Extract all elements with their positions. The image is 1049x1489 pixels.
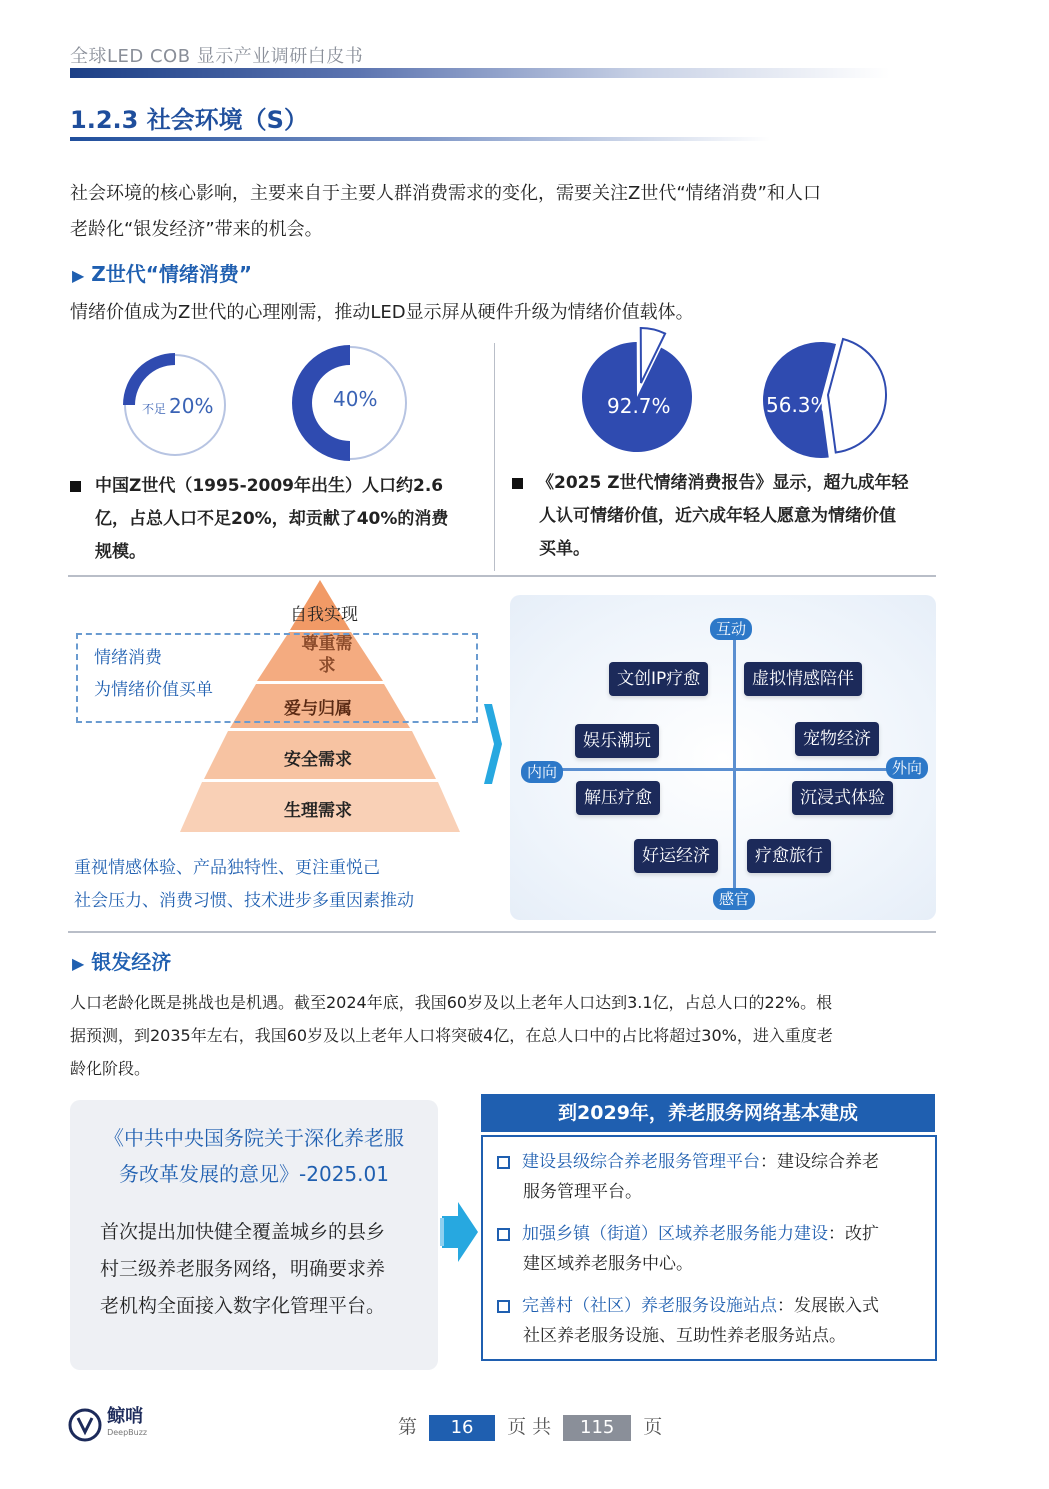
goal-item-3-keyword: 完善村（社区）养老服务设施站点 xyxy=(522,1296,777,1316)
square-bullet-icon xyxy=(512,478,523,489)
callout-line-2: 为情绪价值买单 xyxy=(94,680,213,700)
quadrant-item-virtual-companion: 虚拟情感陪伴 xyxy=(744,662,862,696)
goal-item-2-rest: ：改扩 xyxy=(828,1224,879,1244)
axis-label-sensory: 感官 xyxy=(713,888,755,910)
current-page-number: 16 xyxy=(429,1415,495,1441)
document-header-title: 全球LED COB 显示产业调研白皮书 xyxy=(70,46,364,67)
bullet-right-line-3: 买单。 xyxy=(539,539,590,559)
goal-item-2-keyword: 加强乡镇（街道）区域养老服务能力建设 xyxy=(522,1224,828,1244)
bullet-right-line-2: 人认可情绪价值，近六成年轻人愿意为情绪价值 xyxy=(539,506,896,526)
pyramid-label-physiological: 生理需求 xyxy=(284,801,352,821)
triangle-bullet-icon: ▶ xyxy=(72,954,85,973)
donut-chart-40 xyxy=(285,338,415,468)
goal-item-3 xyxy=(497,1291,917,1351)
pyramid-label-safety: 安全需求 xyxy=(284,750,352,770)
axis-label-interactive: 互动 xyxy=(710,618,752,640)
quadrant-item-immersive: 沉浸式体验 xyxy=(792,781,893,815)
section-title: 1.2.3 社会环境（S） xyxy=(70,106,308,134)
callout-text xyxy=(94,642,213,706)
quadrant-item-trendy-toys: 娱乐潮玩 xyxy=(575,724,659,758)
axis-label-introvert: 内向 xyxy=(521,761,563,783)
total-page-number: 115 xyxy=(563,1415,631,1441)
whale-logo-icon xyxy=(68,1408,102,1442)
chevron-right-icon xyxy=(482,702,504,786)
quadrant-vertical-axis xyxy=(733,634,736,896)
quadrant-horizontal-axis xyxy=(538,768,913,771)
callout-line-1: 情绪消费 xyxy=(94,648,162,668)
pie-56-3-exploded-slice xyxy=(828,339,886,453)
policy-body-line-3: 老机构全面接入数字化管理平台。 xyxy=(100,1295,386,1317)
square-bullet-icon xyxy=(70,481,81,492)
goal-header: 到2029年，养老服务网络基本建成 xyxy=(481,1094,935,1132)
pyramid-label-esteem: 尊重需求 xyxy=(301,634,353,676)
pyramid-notes xyxy=(74,852,414,918)
horizontal-divider-1 xyxy=(68,575,936,577)
policy-title-line-2: 务改革发展的意见》-2025.01 xyxy=(119,1162,389,1186)
policy-body-line-1: 首次提出加快健全覆盖城乡的县乡 xyxy=(100,1221,386,1243)
pyramid-note-2: 社会压力、消费习惯、技术进步多重因素推动 xyxy=(74,891,414,911)
checkbox-icon xyxy=(497,1300,510,1313)
section-underline xyxy=(70,137,770,141)
page-mid-text: 页 共 xyxy=(507,1416,552,1438)
triangle-bullet-icon: ▶ xyxy=(72,266,85,285)
genz-description: 情绪价值成为Z世代的心理刚需，推动LED显示屏从硬件升级为情绪价值载体。 xyxy=(70,302,694,323)
policy-body-line-2: 村三级养老服务网络，明确要求养 xyxy=(100,1258,386,1280)
pyramid-note-1: 重视情感体验、产品独特性、更注重悦己 xyxy=(74,858,380,878)
goal-item-3-line-2: 社区养老服务设施、互助性养老服务站点。 xyxy=(523,1326,846,1346)
genz-heading-text: Z世代“情绪消费” xyxy=(91,262,253,286)
brand-name: 鲸哨 xyxy=(107,1406,144,1427)
intro-line-2: 老龄化“银发经济”带来的机会。 xyxy=(70,219,323,240)
policy-title xyxy=(78,1120,430,1192)
quadrant-item-ip-healing: 文创IP疗愈 xyxy=(609,662,708,696)
silver-line-1: 人口老龄化既是挑战也是机遇。截至2024年底，我国60岁及以上老年人口达到3.1亿，占总人口的22%。根 xyxy=(70,993,833,1012)
page-prefix: 第 xyxy=(398,1416,418,1438)
genz-heading xyxy=(72,258,252,287)
pie-chart-92-7 xyxy=(575,325,705,455)
bullet-right-line-1: 《2025 Z世代情绪消费报告》显示，超九成年轻 xyxy=(537,473,909,493)
quadrant-item-stress-relief: 解压疗愈 xyxy=(576,781,660,815)
footer-logo xyxy=(68,1408,147,1442)
goal-item-2-line-2: 建区域养老服务中心。 xyxy=(523,1254,693,1274)
donut-20-prefix: 不足 xyxy=(142,402,167,416)
bullet-left-line-3: 规模。 xyxy=(95,542,146,562)
goal-item-3-rest: ：发展嵌入式 xyxy=(777,1296,879,1316)
bullet-left-line-2: 亿，占总人口不足20%，却贡献了40%的消费 xyxy=(95,509,449,529)
goal-item-2 xyxy=(497,1219,917,1279)
intro-line-1: 社会环境的核心影响，主要来自于主要人群消费需求的变化，需要关注Z世代“情绪消费”和人口 xyxy=(70,183,821,204)
quadrant-panel xyxy=(510,595,936,920)
policy-body xyxy=(100,1214,385,1325)
policy-title-line-1: 《中共中央国务院关于深化养老服 xyxy=(104,1126,404,1150)
goal-item-1-keyword: 建设县级综合养老服务管理平台 xyxy=(522,1152,760,1172)
pie-chart-56-3 xyxy=(756,330,896,460)
axis-label-extrovert: 外向 xyxy=(886,757,928,779)
checkbox-icon xyxy=(497,1228,510,1241)
pyramid-label-self-actualization: 自我实现 xyxy=(290,605,358,625)
silver-line-3: 龄化阶段。 xyxy=(70,1059,151,1078)
bullet-left-line-1: 中国Z世代（1995-2009年出生）人口约2.6 xyxy=(95,476,444,496)
donut-40-label: 40% xyxy=(333,387,378,411)
header-gradient-bar xyxy=(70,68,890,78)
intro-paragraph xyxy=(70,176,821,248)
goal-item-1-line-2: 服务管理平台。 xyxy=(523,1182,642,1202)
pyramid-label-love: 爱与归属 xyxy=(284,699,352,719)
pie-56-3-label: 56.3% xyxy=(766,393,830,417)
page-indicator xyxy=(398,1412,662,1441)
horizontal-divider-2 xyxy=(68,931,936,933)
goal-item-1 xyxy=(497,1147,917,1207)
page-suffix: 页 xyxy=(643,1416,663,1438)
donut-chart-20 xyxy=(110,340,240,470)
goal-item-1-rest: ：建设综合养老 xyxy=(760,1152,879,1172)
brand-text xyxy=(107,1406,148,1441)
checkbox-icon xyxy=(497,1156,510,1169)
genz-stat-bullet-right xyxy=(512,467,909,566)
brand-name-en: DeepBuzz xyxy=(107,1428,148,1437)
silver-paragraph xyxy=(70,986,833,1085)
vertical-divider xyxy=(494,343,495,571)
genz-stat-bullet-left xyxy=(70,470,448,569)
silver-heading xyxy=(72,946,171,975)
donut-20-label: 20% xyxy=(169,394,214,418)
quadrant-item-healing-travel: 疗愈旅行 xyxy=(747,839,831,873)
quadrant-item-luck-economy: 好运经济 xyxy=(634,839,718,873)
silver-heading-text: 银发经济 xyxy=(91,950,172,974)
donut-20-arc xyxy=(123,353,175,405)
quadrant-item-pet-economy: 宠物经济 xyxy=(795,722,879,756)
pie-92-7-label: 92.7% xyxy=(607,394,671,418)
arrow-right-icon xyxy=(440,1200,480,1264)
silver-line-2: 据预测，到2035年左右，我国60岁及以上老年人口将突破4亿，在总人口中的占比将超过30%，进入重度老 xyxy=(70,1026,833,1045)
